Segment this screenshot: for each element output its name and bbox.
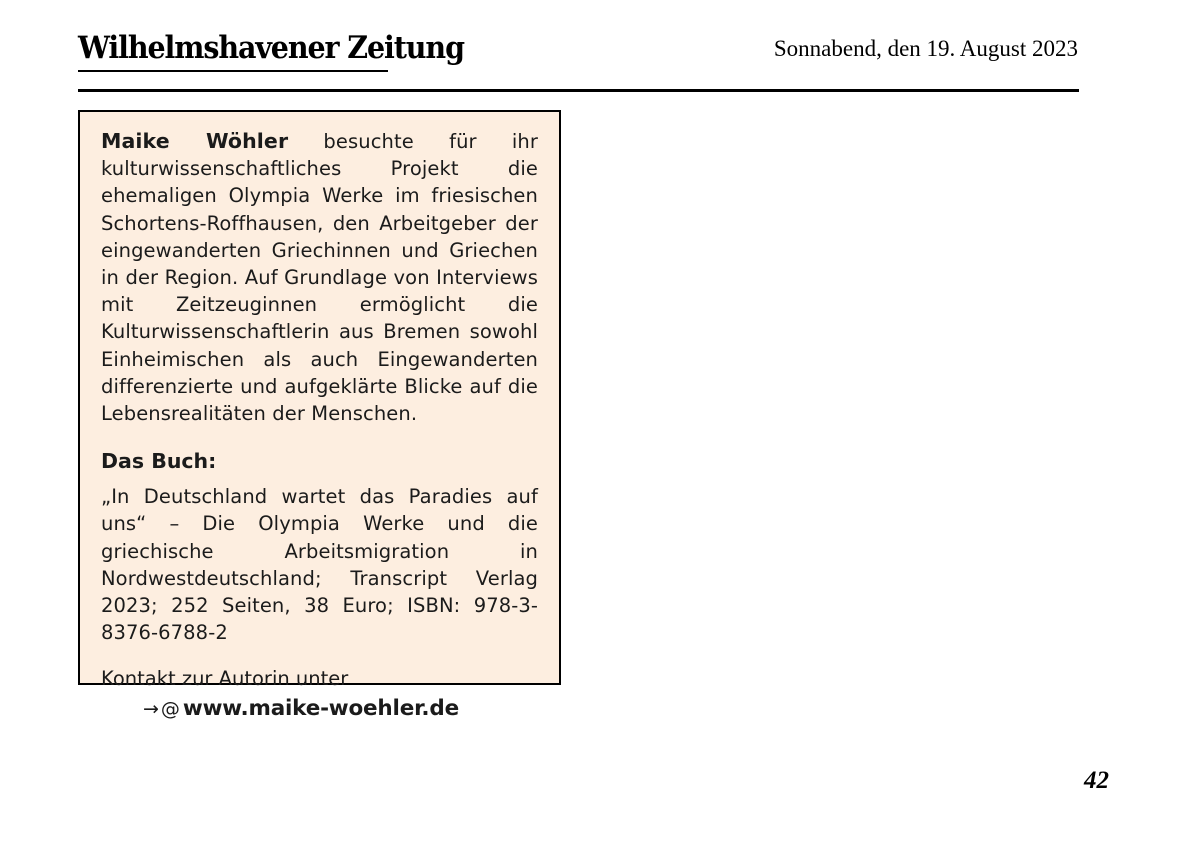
author-website-line[interactable]: [101, 696, 538, 721]
at-sign-icon: @: [160, 698, 180, 721]
intro-text: besuchte für ihr kulturwissenschaftliches Projekt die ehemaligen Olympia Werke im friesischen Schortens-Roffhausen, den Arbeitgeber der eingewanderten Griechinnen und Griechen in der Region. Auf Grundlage von Interviews mit Zeitzeuginnen ermöglicht die Kulturwissenschaftlerin aus Bremen sowohl Einheimischen als auch Eingewanderten differenzierte und aufgeklärte Blicke auf die Lebensrealitäten der Menschen.: [101, 130, 538, 426]
book-heading: Das Buch:: [101, 449, 217, 474]
author-website-url[interactable]: www.maike-woehler.de: [182, 696, 459, 722]
intro-paragraph: [101, 128, 538, 427]
arrow-right-icon: →: [143, 698, 159, 721]
header-divider: [78, 89, 1079, 92]
contact-label: Kontakt zur Autorin unter: [101, 667, 349, 691]
author-name: Maike Wöhler: [101, 129, 289, 153]
book-details: „In Deutschland wartet das Paradies auf uns“ – Die Olympia Werke und die griechische Arbeitsmigration in Nordwestdeutschland; Transcript Verlag 2023; 252 Seiten, 38 Euro; ISBN: 978-3-8376-6788-2: [101, 485, 538, 645]
issue-date: Sonnabend, den 19. August 2023: [773, 36, 1078, 61]
masthead: [78, 30, 1078, 85]
masthead-underline: [78, 70, 388, 72]
newspaper-title: Wilhelmshavener Zeitung: [78, 30, 464, 66]
info-box: [78, 110, 561, 722]
page-number: 42: [1084, 767, 1109, 794]
